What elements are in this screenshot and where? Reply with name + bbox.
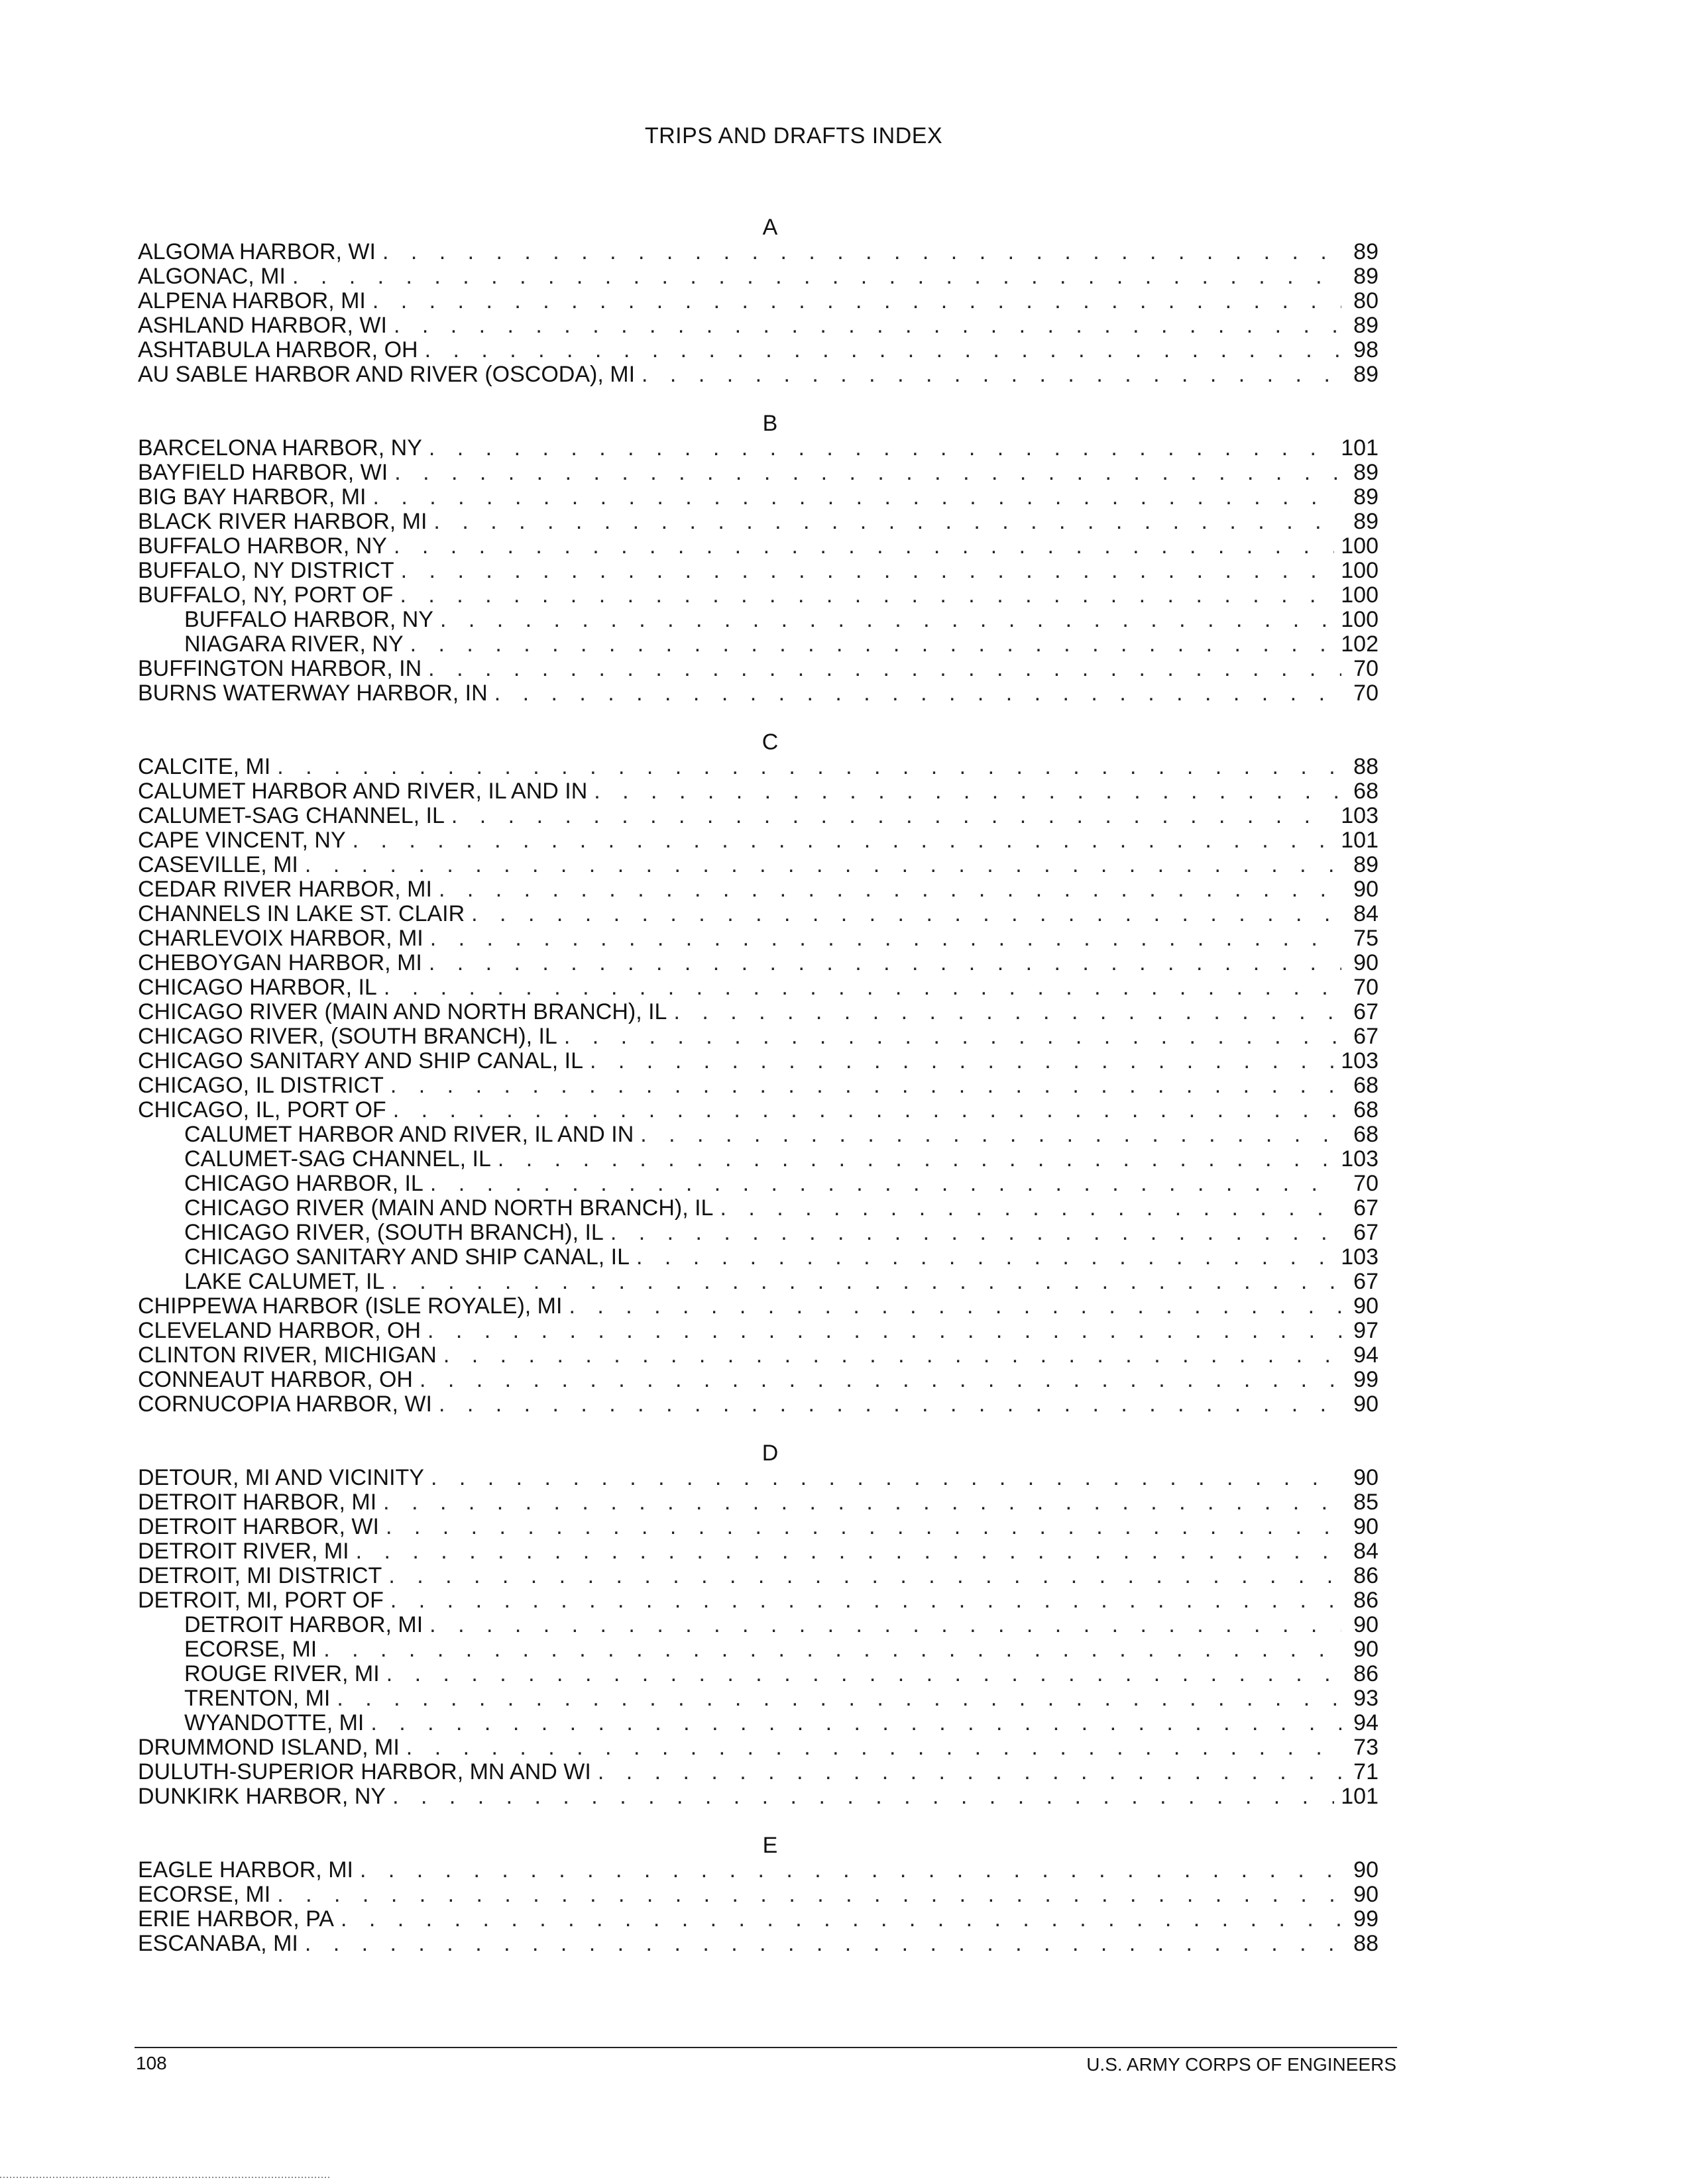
index-entry <box>138 240 1379 264</box>
dot-leader <box>598 1760 1341 1784</box>
dot-leader <box>594 779 1341 804</box>
dot-leader <box>636 1245 1334 1270</box>
index-entry <box>138 853 1379 877</box>
entry-page-number: 75 <box>1353 926 1379 951</box>
index-entry <box>138 1343 1379 1368</box>
section-letter: A <box>762 215 778 240</box>
index-entry <box>138 461 1379 485</box>
entry-name: ALGOMA HARBOR, WI <box>138 239 376 264</box>
entry-name: WYANDOTTE, MI <box>184 1710 365 1735</box>
entry-name: BLACK RIVER HARBOR, MI <box>138 509 427 534</box>
dot-leader <box>451 804 1334 828</box>
entry-name: NIAGARA RIVER, NY <box>184 631 404 657</box>
dot-leader <box>425 338 1341 362</box>
dot-leader <box>443 1343 1341 1368</box>
dot-leader <box>292 264 1341 289</box>
entry-page-number: 94 <box>1353 1710 1379 1735</box>
entry-page-number: 67 <box>1353 1220 1379 1245</box>
dot-leader <box>277 755 1341 779</box>
index-entry <box>138 583 1379 608</box>
index-entry <box>138 1515 1379 1539</box>
entry-page-number: 70 <box>1353 656 1379 681</box>
dot-leader <box>388 1564 1341 1588</box>
entry-page-number: 103 <box>1341 1244 1379 1270</box>
entry-name: BARCELONA HARBOR, NY <box>138 435 422 461</box>
entry-page-number: 100 <box>1341 533 1379 559</box>
entry-page-number: 70 <box>1353 1171 1379 1196</box>
dot-leader <box>372 289 1341 313</box>
entry-page-number: 89 <box>1353 362 1379 387</box>
entry-page-number: 90 <box>1353 1465 1379 1490</box>
entry-name: ASHTABULA HARBOR, OH <box>138 337 418 362</box>
index-subentry <box>138 1196 1379 1221</box>
dot-leader <box>392 1784 1334 1809</box>
dot-leader <box>390 1588 1341 1613</box>
entry-page-number: 71 <box>1353 1759 1379 1784</box>
dot-leader <box>431 1466 1341 1490</box>
index-entry <box>138 1098 1379 1122</box>
index-entry <box>138 559 1379 583</box>
dot-leader <box>305 853 1341 877</box>
entry-page-number: 89 <box>1353 264 1379 289</box>
index-list <box>138 215 1379 1956</box>
dot-leader <box>386 1515 1341 1539</box>
entry-page-number: 100 <box>1341 582 1379 608</box>
index-subentry <box>138 1122 1379 1147</box>
entry-page-number: 90 <box>1353 1392 1379 1417</box>
entry-name: BURNS WATERWAY HARBOR, IN <box>138 681 488 706</box>
entry-name: DETROIT, MI, PORT OF <box>138 1588 384 1613</box>
entry-page-number: 90 <box>1353 1857 1379 1883</box>
entry-page-number: 86 <box>1353 1588 1379 1613</box>
entry-page-number: 89 <box>1353 460 1379 485</box>
entry-page-number: 68 <box>1353 1073 1379 1098</box>
index-entry <box>138 289 1379 313</box>
entry-name: ESCANABA, MI <box>138 1931 298 1956</box>
section-letter: E <box>762 1833 778 1858</box>
entry-page-number: 97 <box>1353 1318 1379 1343</box>
dot-leader <box>305 1932 1341 1956</box>
page-title: TRIPS AND DRAFTS INDEX <box>644 123 943 148</box>
index-entry <box>138 975 1379 1000</box>
entry-page-number: 68 <box>1353 1097 1379 1122</box>
index-entry <box>138 1294 1379 1319</box>
entry-name: CHANNELS IN LAKE ST. CLAIR <box>138 901 465 926</box>
entry-name: CHARLEVOIX HARBOR, MI <box>138 926 423 951</box>
entry-name: CHICAGO, IL, PORT OF <box>138 1097 386 1122</box>
entry-page-number: 67 <box>1353 1269 1379 1294</box>
entry-name: ROUGE RIVER, MI <box>184 1661 380 1686</box>
entry-name: LAKE CALUMET, IL <box>184 1269 385 1294</box>
entry-name: CALUMET-SAG CHANNEL, IL <box>138 803 445 828</box>
index-entry <box>138 877 1379 902</box>
index-entry <box>138 681 1379 706</box>
dot-leader <box>370 1711 1341 1735</box>
entry-page-number: 73 <box>1353 1735 1379 1760</box>
entry-name: DETROIT, MI DISTRICT <box>138 1563 382 1588</box>
entry-page-number: 100 <box>1341 558 1379 583</box>
dot-leader <box>383 1490 1341 1515</box>
entry-name: CEDAR RIVER HARBOR, MI <box>138 877 432 902</box>
dot-leader <box>471 902 1341 926</box>
index-entry <box>138 264 1379 289</box>
entry-page-number: 88 <box>1353 754 1379 779</box>
entry-name: ECORSE, MI <box>184 1637 317 1662</box>
entry-page-number: 90 <box>1353 1612 1379 1637</box>
index-entry <box>138 1907 1379 1932</box>
index-subentry <box>138 608 1379 632</box>
dot-leader <box>427 1319 1341 1343</box>
publisher-label: U.S. ARMY CORPS OF ENGINEERS <box>1086 2054 1396 2075</box>
index-entry <box>138 313 1379 338</box>
index-section <box>138 215 1379 387</box>
entry-name: DETOUR, MI AND VICINITY <box>138 1465 424 1490</box>
index-entry <box>138 1539 1379 1564</box>
index-entry <box>138 1049 1379 1073</box>
entry-name: CORNUCOPIA HARBOR, WI <box>138 1392 432 1417</box>
index-subentry <box>138 1245 1379 1270</box>
dot-leader <box>429 436 1334 461</box>
entry-page-number: 89 <box>1353 239 1379 264</box>
dot-leader <box>498 1147 1334 1172</box>
dot-leader <box>642 362 1341 387</box>
dot-leader <box>323 1637 1341 1662</box>
index-section <box>138 411 1379 706</box>
entry-name: BUFFINGTON HARBOR, IN <box>138 656 422 681</box>
index-section <box>138 1441 1379 1809</box>
dot-leader <box>430 1172 1341 1196</box>
dot-leader <box>400 583 1334 608</box>
entry-page-number: 98 <box>1353 337 1379 362</box>
page-number: 108 <box>136 2053 167 2073</box>
dot-leader <box>439 877 1341 902</box>
index-entry <box>138 755 1379 779</box>
entry-page-number: 90 <box>1353 1514 1379 1539</box>
entry-name: EAGLE HARBOR, MI <box>138 1857 353 1883</box>
dot-leader <box>394 461 1341 485</box>
index-entry <box>138 951 1379 975</box>
index-section <box>138 730 1379 1417</box>
dot-leader <box>384 975 1341 1000</box>
dot-leader <box>394 534 1334 559</box>
dot-leader <box>429 951 1341 975</box>
entry-page-number: 99 <box>1353 1906 1379 1932</box>
entry-page-number: 86 <box>1353 1563 1379 1588</box>
index-entry <box>138 1073 1379 1098</box>
entry-page-number: 90 <box>1353 1637 1379 1662</box>
entry-name: CALUMET HARBOR AND RIVER, IL AND IN <box>138 779 588 804</box>
entry-name: DETROIT HARBOR, WI <box>138 1514 379 1539</box>
index-entry <box>138 1392 1379 1417</box>
entry-page-number: 88 <box>1353 1931 1379 1956</box>
index-entry <box>138 1368 1379 1392</box>
dot-leader <box>406 1735 1341 1760</box>
index-entry <box>138 1564 1379 1588</box>
dot-leader <box>569 1294 1341 1319</box>
dot-leader <box>356 1539 1341 1564</box>
scan-artifact <box>0 2177 331 2178</box>
entry-name: BUFFALO HARBOR, NY <box>184 607 433 632</box>
dot-leader <box>390 1073 1341 1098</box>
entry-name: BUFFALO, NY, PORT OF <box>138 582 394 608</box>
dot-leader <box>610 1221 1341 1245</box>
entry-page-number: 90 <box>1353 950 1379 975</box>
entry-name: DUNKIRK HARBOR, NY <box>138 1784 386 1809</box>
dot-leader <box>277 1883 1341 1907</box>
entry-name: CAPE VINCENT, NY <box>138 828 346 853</box>
entry-name: CHICAGO RIVER (MAIN AND NORTH BRANCH), IL <box>138 999 667 1024</box>
entry-name: CHICAGO RIVER, (SOUTH BRANCH), IL <box>138 1024 557 1049</box>
index-entry <box>138 779 1379 804</box>
entry-page-number: 99 <box>1353 1367 1379 1392</box>
section-letter: C <box>761 730 779 755</box>
entry-page-number: 89 <box>1353 509 1379 534</box>
index-subentry <box>138 1172 1379 1196</box>
index-entry <box>138 902 1379 926</box>
dot-leader <box>341 1907 1341 1932</box>
entry-name: CHICAGO SANITARY AND SHIP CANAL, IL <box>184 1244 630 1270</box>
dot-leader <box>640 1122 1341 1147</box>
index-entry <box>138 1588 1379 1613</box>
index-entry <box>138 1319 1379 1343</box>
dot-leader <box>494 681 1341 706</box>
entry-name: DETROIT RIVER, MI <box>138 1539 349 1564</box>
entry-page-number: 68 <box>1353 1122 1379 1147</box>
dot-leader <box>420 1368 1341 1392</box>
entry-name: CHICAGO, IL DISTRICT <box>138 1073 384 1098</box>
entry-name: DETROIT HARBOR, MI <box>138 1490 377 1515</box>
entry-name: DULUTH-SUPERIOR HARBOR, MN AND WI <box>138 1759 591 1784</box>
index-subentry <box>138 1147 1379 1172</box>
entry-page-number: 89 <box>1353 313 1379 338</box>
entry-page-number: 103 <box>1341 803 1379 828</box>
index-subentry <box>138 632 1379 657</box>
entry-page-number: 86 <box>1353 1661 1379 1686</box>
index-entry <box>138 362 1379 387</box>
entry-name: ASHLAND HARBOR, WI <box>138 313 387 338</box>
entry-page-number: 84 <box>1353 1539 1379 1564</box>
entry-page-number: 89 <box>1353 484 1379 510</box>
entry-page-number: 68 <box>1353 779 1379 804</box>
entry-name: ERIE HARBOR, PA <box>138 1906 334 1932</box>
entry-name: CASEVILLE, MI <box>138 852 298 877</box>
index-subentry <box>138 1711 1379 1735</box>
entry-page-number: 89 <box>1353 852 1379 877</box>
dot-leader <box>393 1098 1341 1122</box>
footer-divider <box>135 2047 1397 2048</box>
dot-leader <box>391 1270 1341 1294</box>
entry-name: DRUMMOND ISLAND, MI <box>138 1735 400 1760</box>
entry-name: DETROIT HARBOR, MI <box>184 1612 423 1637</box>
entry-name: TRENTON, MI <box>184 1686 331 1711</box>
entry-page-number: 101 <box>1341 828 1379 853</box>
index-entry <box>138 657 1379 681</box>
entry-name: CALCITE, MI <box>138 754 271 779</box>
entry-page-number: 103 <box>1341 1146 1379 1172</box>
index-entry <box>138 828 1379 853</box>
index-subentry <box>138 1221 1379 1245</box>
dot-leader <box>410 632 1335 657</box>
index-subentry <box>138 1662 1379 1686</box>
entry-name: CHICAGO RIVER, (SOUTH BRANCH), IL <box>184 1220 604 1245</box>
entry-page-number: 101 <box>1341 435 1379 461</box>
index-entry <box>138 1466 1379 1490</box>
dot-leader <box>372 485 1341 510</box>
entry-page-number: 80 <box>1353 288 1379 313</box>
index-entry <box>138 1883 1379 1907</box>
index-subentry <box>138 1270 1379 1294</box>
index-entry <box>138 1932 1379 1956</box>
index-entry <box>138 510 1379 534</box>
entry-name: ECORSE, MI <box>138 1882 271 1907</box>
index-entry <box>138 926 1379 951</box>
entry-name: CLINTON RIVER, MICHIGAN <box>138 1342 437 1368</box>
index-section <box>138 1833 1379 1956</box>
section-letter: B <box>762 411 778 436</box>
entry-page-number: 93 <box>1353 1686 1379 1711</box>
entry-name: ALGONAC, MI <box>138 264 286 289</box>
entry-name: CHICAGO HARBOR, IL <box>138 975 377 1000</box>
entry-page-number: 70 <box>1353 681 1379 706</box>
entry-name: BUFFALO HARBOR, NY <box>138 533 387 559</box>
index-entry <box>138 1490 1379 1515</box>
entry-name: BUFFALO, NY DISTRICT <box>138 558 394 583</box>
index-entry <box>138 1000 1379 1024</box>
entry-page-number: 102 <box>1341 631 1379 657</box>
dot-leader <box>720 1196 1341 1221</box>
dot-leader <box>564 1024 1341 1049</box>
entry-page-number: 94 <box>1353 1342 1379 1368</box>
dot-leader <box>394 313 1341 338</box>
entry-page-number: 100 <box>1341 607 1379 632</box>
entry-name: BIG BAY HARBOR, MI <box>138 484 366 510</box>
entry-page-number: 70 <box>1353 975 1379 1000</box>
entry-name: CONNEAUT HARBOR, OH <box>138 1367 413 1392</box>
section-letter: D <box>761 1441 779 1466</box>
index-entry <box>138 1858 1379 1883</box>
dot-leader <box>360 1858 1341 1883</box>
dot-leader <box>382 240 1341 264</box>
index-entry <box>138 1760 1379 1784</box>
entry-page-number: 90 <box>1353 1293 1379 1319</box>
entry-name: CHICAGO SANITARY AND SHIP CANAL, IL <box>138 1048 584 1073</box>
entry-page-number: 103 <box>1341 1048 1379 1073</box>
index-entry <box>138 485 1379 510</box>
dot-leader <box>353 828 1335 853</box>
entry-name: AU SABLE HARBOR AND RIVER (OSCODA), MI <box>138 362 636 387</box>
dot-leader <box>386 1662 1341 1686</box>
index-entry <box>138 1735 1379 1760</box>
entry-page-number: 90 <box>1353 877 1379 902</box>
entry-page-number: 67 <box>1353 1024 1379 1049</box>
index-entry <box>138 436 1379 461</box>
dot-leader <box>429 1613 1341 1637</box>
index-subentry <box>138 1686 1379 1711</box>
dot-leader <box>590 1049 1334 1073</box>
index-subentry <box>138 1637 1379 1662</box>
entry-page-number: 101 <box>1341 1784 1379 1809</box>
index-entry <box>138 338 1379 362</box>
dot-leader <box>401 559 1335 583</box>
index-entry <box>138 534 1379 559</box>
dot-leader <box>673 1000 1341 1024</box>
entry-name: ALPENA HARBOR, MI <box>138 288 366 313</box>
entry-page-number: 85 <box>1353 1490 1379 1515</box>
dot-leader <box>337 1686 1341 1711</box>
entry-name: CALUMET HARBOR AND RIVER, IL AND IN <box>184 1122 634 1147</box>
entry-page-number: 67 <box>1353 999 1379 1024</box>
index-subentry <box>138 1613 1379 1637</box>
index-entry <box>138 1024 1379 1049</box>
entry-name: CALUMET-SAG CHANNEL, IL <box>184 1146 491 1172</box>
entry-name: CHIPPEWA HARBOR (ISLE ROYALE), MI <box>138 1293 563 1319</box>
entry-page-number: 67 <box>1353 1195 1379 1221</box>
entry-name: CLEVELAND HARBOR, OH <box>138 1318 421 1343</box>
dot-leader <box>433 510 1341 534</box>
dot-leader <box>440 608 1334 632</box>
entry-page-number: 84 <box>1353 901 1379 926</box>
index-entry <box>138 804 1379 828</box>
entry-name: BAYFIELD HARBOR, WI <box>138 460 388 485</box>
dot-leader <box>439 1392 1341 1417</box>
dot-leader <box>428 657 1341 681</box>
index-entry <box>138 1784 1379 1809</box>
entry-page-number: 90 <box>1353 1882 1379 1907</box>
dot-leader <box>430 926 1341 951</box>
entry-name: CHEBOYGAN HARBOR, MI <box>138 950 422 975</box>
entry-name: CHICAGO HARBOR, IL <box>184 1171 423 1196</box>
entry-name: CHICAGO RIVER (MAIN AND NORTH BRANCH), IL <box>184 1195 714 1221</box>
